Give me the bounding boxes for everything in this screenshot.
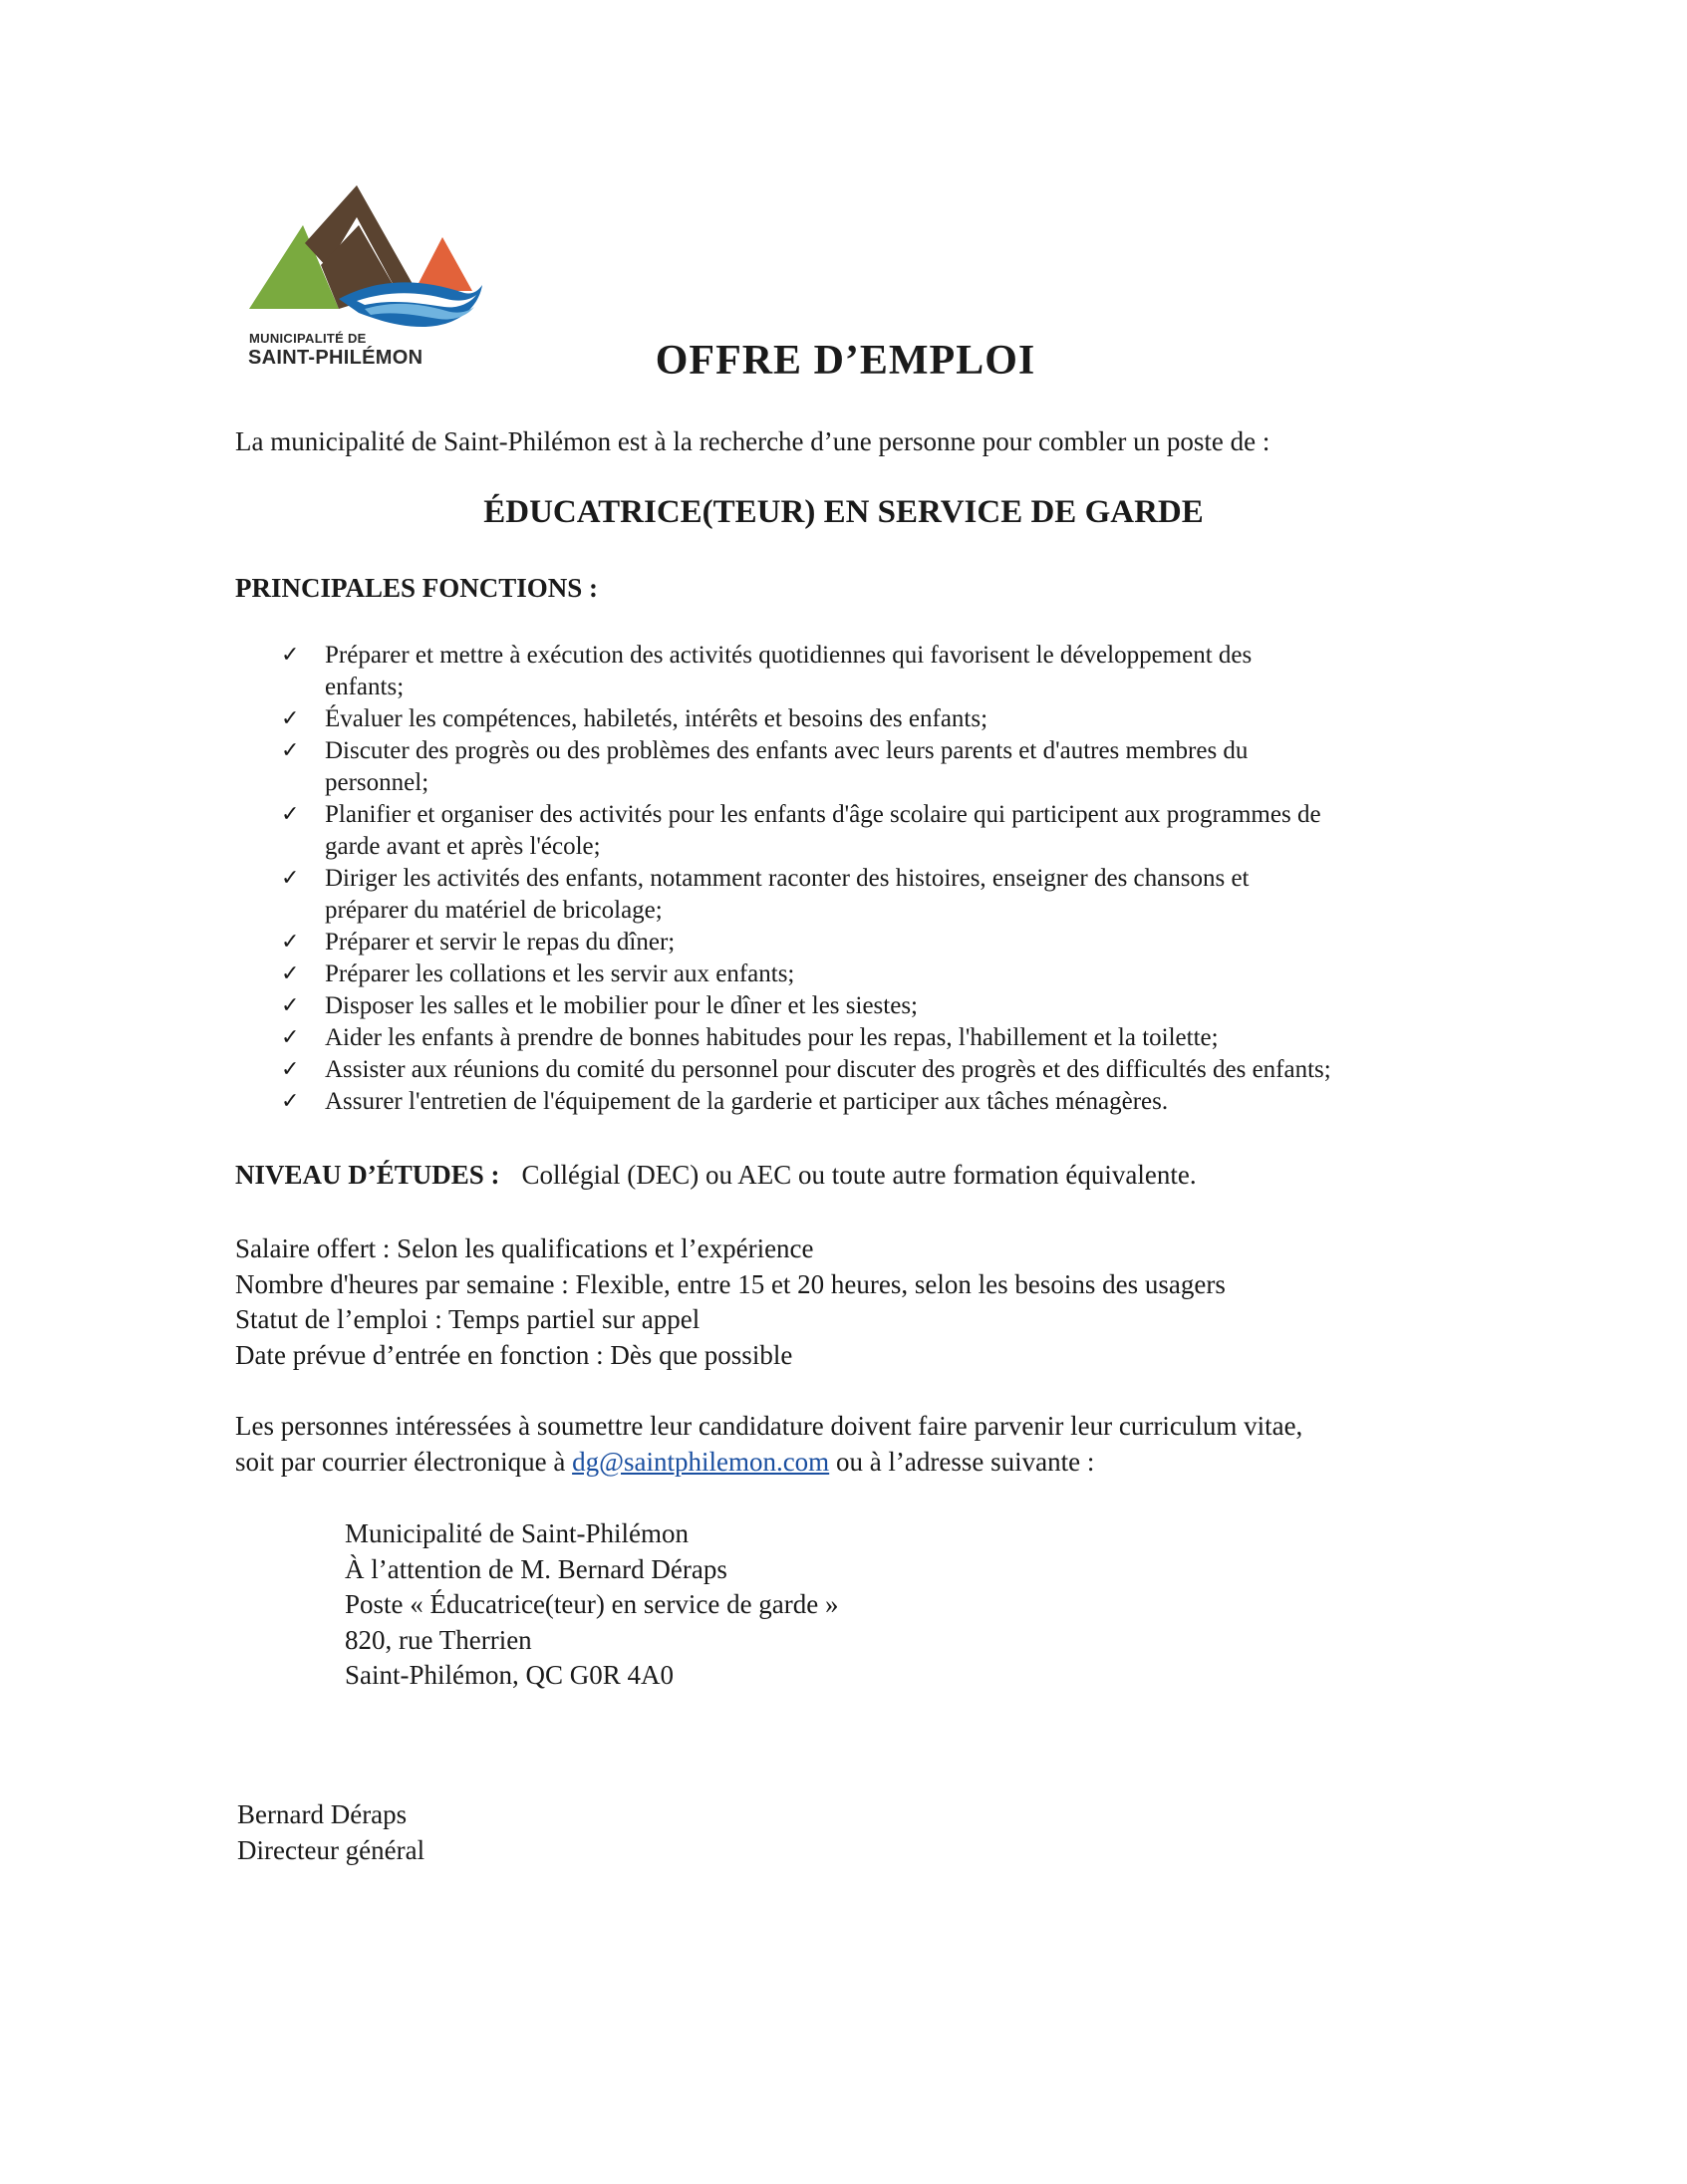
checkmark-icon: ✓ [281,738,300,763]
duties-list [281,640,1457,1118]
list-item: ✓ Planifier et organiser des activités pour les enfants d'âge scolaire qui participent aux programmes de garde avant et après l'école; [281,801,1321,860]
list-item: ✓ Aider les enfants à prendre de bonnes habitudes pour les repas, l'habillement et la toilette; [281,1022,1457,1054]
list-item: ✓ Discuter des progrès ou des problèmes des enfants avec leurs parents et d'autres membres du personnel; [281,737,1249,796]
mountain-logo-icon [247,181,486,331]
intro-text: La municipalité de Saint-Philémon est à la recherche d’une personne pour combler un poste de : [235,426,1270,456]
checkmark-icon: ✓ [281,866,300,891]
position-title: ÉDUCATRICE(TEUR) EN SERVICE DE GARDE [483,494,1204,530]
list-item: ✓ Préparer les collations et les servir aux enfants; [281,958,1457,990]
salary-line: Salaire offert : Selon les qualifications et l’expérience [235,1233,814,1263]
job-conditions [235,1231,1226,1373]
address-line: Municipalité de Saint-Philémon [345,1518,689,1548]
apply-line2: soit par courrier électronique à dg@saintphilemon.com ou à l’adresse suivante : [235,1446,1095,1477]
checkmark-icon: ✓ [281,961,300,986]
signatory-name: Bernard Déraps [237,1799,408,1829]
checkmark-icon: ✓ [281,643,300,668]
duties-heading: PRINCIPALES FONCTIONS : [235,573,599,603]
address-line: 820, rue Therrien [345,1624,532,1655]
checkmark-icon: ✓ [281,930,300,955]
apply-line1: Les personnes intéressées à soumettre leur candidature doivent faire parvenir leur curriculum vitae, [235,1411,1303,1441]
signature-block [237,1797,424,1868]
email-link[interactable]: dg@saintphilemon.com [572,1446,830,1477]
address-line: Poste « Éducatrice(teur) en service de garde » [345,1589,839,1619]
checkmark-icon: ✓ [281,1057,300,1082]
checkmark-icon: ✓ [281,706,300,731]
list-item: ✓ Assurer l'entretien de l'équipement de la garderie et participer aux tâches ménagères. [281,1086,1457,1118]
list-item: ✓ Évaluer les compétences, habiletés, intérêts et besoins des enfants; [281,703,1457,735]
checkmark-icon: ✓ [281,802,300,827]
address-line: À l’attention de M. Bernard Déraps [345,1553,727,1584]
mailing-address [345,1516,839,1694]
hours-line: Nombre d'heures par semaine : Flexible, entre 15 et 20 heures, selon les besoins des usagers [235,1268,1226,1299]
checkmark-icon: ✓ [281,1025,300,1050]
orange-mountain-shape [415,237,472,291]
list-item: ✓ Diriger les activités des enfants, notamment raconter des histoires, enseigner des chansons et préparer du matériel de bricolage; [281,865,1250,924]
list-item: ✓ Assister aux réunions du comité du personnel pour discuter des progrès et des difficultés des enfants; [281,1054,1457,1086]
address-line: Saint-Philémon, QC G0R 4A0 [345,1660,675,1690]
checkmark-icon: ✓ [281,1089,300,1114]
logo-text-line1: MUNICIPALITÉ DE [249,331,367,346]
page-title: OFFRE D’EMPLOI [655,338,1036,384]
education-value: Collégial (DEC) ou AEC ou toute autre formation équivalente. [521,1160,1197,1190]
list-item: ✓ Préparer et mettre à exécution des activités quotidiennes qui favorisent le développement des enfants; [281,642,1253,700]
education-label: NIVEAU D’ÉTUDES : [235,1160,500,1190]
education-requirement [235,1160,1197,1191]
logo-text-line2: SAINT-PHILÉMON [248,347,423,369]
application-instructions [235,1409,1471,1480]
list-item: ✓ Disposer les salles et le mobilier pour le dîner et les siestes; [281,990,1457,1022]
start-date-line: Date prévue d’entrée en fonction : Dès que possible [235,1339,793,1370]
checkmark-icon: ✓ [281,993,300,1018]
list-item: ✓ Préparer et servir le repas du dîner; [281,927,1457,958]
status-line: Statut de l’emploi : Temps partiel sur appel [235,1304,701,1334]
signatory-role: Directeur général [237,1834,425,1865]
